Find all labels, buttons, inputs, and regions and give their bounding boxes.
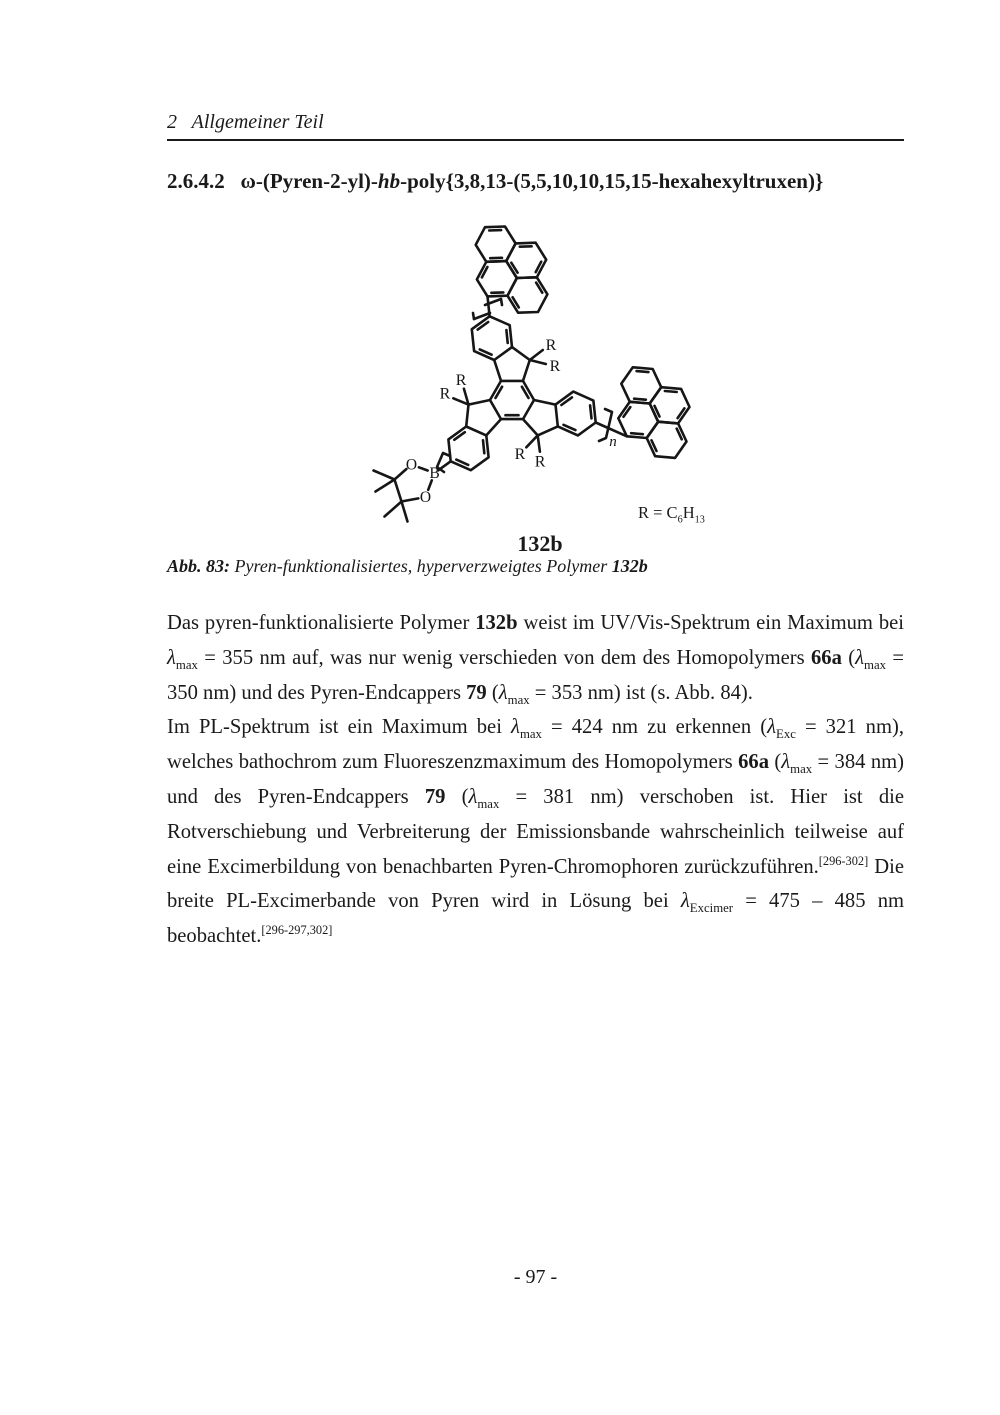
text-segment: λ	[680, 890, 690, 913]
text-segment: = 475 – 485 nm beobachtet.	[167, 890, 905, 948]
text-segment: λ	[511, 716, 520, 739]
text-segment: λ	[855, 646, 865, 669]
text-segment: -poly{3,8,13-(5,5,10,10,15,15-hexahexyltruxen)}	[400, 169, 824, 193]
text-segment: 2.6.4.2	[167, 169, 225, 193]
text-segment: = 321 nm), welches bathochrom zum Fluoreszenzmaximum des Homopolymers	[167, 716, 904, 774]
text-segment: Excimer	[689, 901, 734, 916]
pyrene-top	[476, 227, 548, 313]
text-segment: ω-(Pyren-2-yl)-	[224, 169, 378, 193]
paragraph-pl	[167, 710, 904, 954]
text-segment: = 353 nm) ist (s. Abb. 84).	[529, 681, 753, 704]
text-segment: 132b	[475, 612, 518, 634]
text-segment: Im PL-Spektrum ist ein Maximum bei	[167, 716, 512, 739]
text-segment: 79	[466, 681, 487, 704]
text-segment: max	[864, 657, 887, 672]
figure-caption	[167, 556, 904, 577]
substituent-label-r: R	[545, 337, 557, 354]
text-segment: = 384 nm) und des Pyren-Endcappers	[167, 751, 904, 808]
text-segment: 13	[694, 514, 705, 526]
text-segment: max	[519, 727, 542, 742]
text-segment: [296-297,302]	[261, 923, 333, 938]
header-rule-divider	[167, 139, 904, 141]
truxene-core	[490, 381, 534, 419]
text-segment: Das pyren-funktionalisierte Polymer	[167, 612, 476, 634]
section-heading	[167, 169, 927, 194]
text-segment: [296-302]	[818, 853, 869, 868]
text-segment: H	[682, 503, 695, 522]
substituent-label-r: R	[514, 446, 526, 464]
text-segment: 66a	[738, 751, 769, 774]
repeat-index-label: n	[609, 434, 617, 450]
body-text	[167, 606, 904, 954]
text-segment: 66a	[810, 646, 842, 669]
text-segment: max	[477, 797, 500, 812]
running-header: 2 Allgemeiner Teil	[167, 111, 324, 133]
compound-label: 132b	[517, 531, 563, 556]
pyrene-right	[618, 367, 689, 458]
structure-drawing	[350, 195, 730, 540]
text-segment: (	[486, 681, 499, 704]
text-segment: max	[507, 692, 530, 707]
text-segment: Abb. 83:	[167, 556, 230, 576]
figure-area	[350, 195, 730, 540]
text-segment: λ	[498, 681, 508, 704]
text-segment: = 355 nm auf, was nur wenig verschieden von dem des Homopolymers	[197, 646, 811, 669]
substituent-label-r: R	[455, 371, 467, 389]
text-segment: max	[175, 657, 198, 672]
page-number: - 97 -	[513, 1266, 558, 1288]
text-segment: 132b	[611, 556, 648, 576]
text-segment: (	[841, 646, 856, 669]
substituent-label-r: R	[534, 453, 546, 471]
substituent-label-r: R	[549, 358, 561, 375]
text-segment: λ	[468, 785, 478, 808]
text-segment: = 350 nm) und des Pyren-Endcappers	[167, 646, 904, 704]
text-segment: Exc	[776, 727, 796, 742]
text-segment: λ	[781, 751, 791, 774]
text-segment: hb	[377, 169, 401, 193]
text-segment: (	[768, 751, 782, 774]
text-segment: = 424 nm zu erkennen (	[541, 716, 768, 739]
text-segment: max	[790, 762, 813, 777]
text-segment: R = C	[638, 503, 678, 522]
text-segment: λ	[167, 646, 176, 669]
atom-label-oxygen: O	[419, 489, 432, 506]
text-segment: Die breite PL-Excimerbande von Pyren wird in Lösung bei	[167, 855, 904, 913]
text-segment: weist im UV/Vis-Spektrum ein Maximum bei	[517, 612, 904, 634]
atom-label-oxygen: O	[405, 456, 418, 474]
text-segment: 6	[677, 514, 683, 526]
text-segment: (	[445, 785, 469, 808]
text-segment: = 381 nm) verschoben ist. Hier ist die Rotverschiebung und Verbreiterung der Emissionsbande wahrscheinlich teilweise auf eine Excimerbildung von benachbarten Pyren-Chromophoren zurückzuführen.	[167, 785, 904, 878]
text-segment: Pyren-funktionalisiertes, hyperverzweigtes Polymer	[230, 556, 612, 576]
r-group-note	[638, 503, 705, 526]
boronate-ester	[374, 457, 440, 522]
text-segment: 79	[424, 785, 446, 808]
text-segment: λ	[767, 716, 777, 739]
substituent-label-r: R	[439, 385, 451, 403]
atom-label-boron: B	[429, 465, 440, 483]
paragraph-uvvis	[167, 606, 904, 710]
